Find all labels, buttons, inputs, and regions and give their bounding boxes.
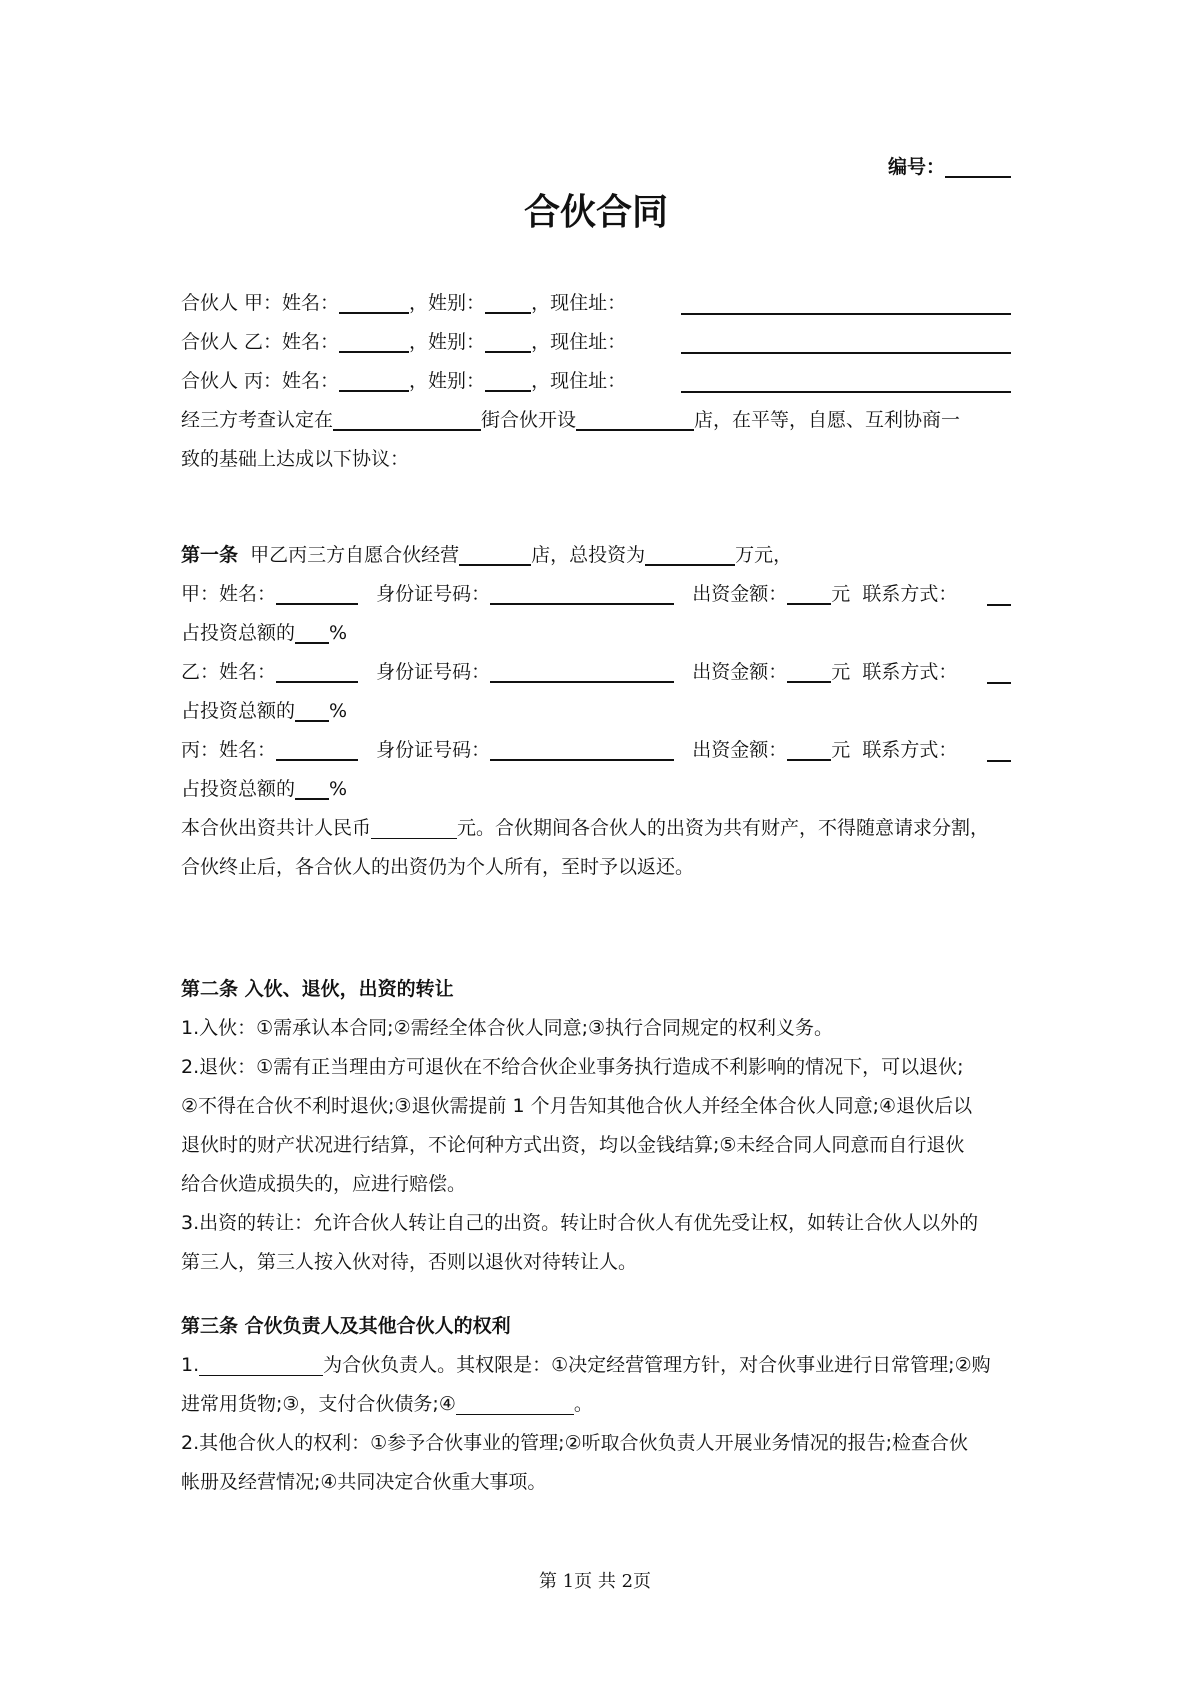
document-title: 合伙合同 bbox=[523, 192, 668, 233]
gender-blank[interactable] bbox=[485, 366, 531, 392]
article-1-heading: 第一条 bbox=[181, 544, 239, 566]
yuan-label: 元 bbox=[831, 739, 851, 761]
article-3-line: 帐册及经营情况;④共同决定合伙重大事项。 bbox=[181, 1471, 547, 1493]
gender-label: ，姓别： bbox=[409, 331, 486, 353]
id-label: 身份证号码： bbox=[376, 583, 491, 605]
article-2-line: 1.入伙：①需承认本合同;②需经全体合伙人同意;③执行合同规定的权利义务。 bbox=[181, 1017, 834, 1039]
total-blank[interactable] bbox=[371, 814, 457, 839]
share-blank[interactable] bbox=[295, 618, 329, 644]
party-label: 合伙人 甲：姓名： bbox=[181, 292, 340, 314]
intro-line bbox=[181, 401, 1011, 440]
share-blank[interactable] bbox=[295, 774, 329, 800]
id-blank[interactable] bbox=[490, 657, 674, 683]
authority-blank[interactable] bbox=[456, 1390, 574, 1415]
article-text: 进常用货物;③，支付合伙债务;④ bbox=[181, 1393, 456, 1415]
gender-label: ，姓别： bbox=[409, 292, 486, 314]
address-label: ，现住址： bbox=[531, 292, 627, 314]
article-3-line bbox=[181, 1385, 1011, 1424]
contact-label: 联系方式： bbox=[862, 583, 958, 605]
gender-blank[interactable] bbox=[485, 288, 531, 314]
yuan-label: 元 bbox=[831, 661, 851, 683]
share-row bbox=[181, 770, 1011, 809]
name-blank[interactable] bbox=[339, 288, 409, 314]
percent-sign: % bbox=[329, 622, 348, 644]
amount-label: 出资金额： bbox=[692, 583, 788, 605]
intro-text: 店，在平等，自愿、互利协商一 bbox=[694, 409, 961, 431]
article-3-line bbox=[181, 1346, 1011, 1385]
business-blank[interactable] bbox=[459, 540, 531, 566]
contact-blank[interactable] bbox=[987, 760, 1011, 762]
article-2-line: ②不得在合伙不利时退伙;③退伙需提前 1 个月告知其他合伙人并经全体合伙人同意;④退伙后以 bbox=[181, 1095, 973, 1117]
serial-label: 编号： bbox=[887, 156, 945, 178]
party-label: 合伙人 乙：姓名： bbox=[181, 331, 340, 353]
id-blank[interactable] bbox=[490, 735, 674, 761]
contact-blank[interactable] bbox=[987, 682, 1011, 684]
amount-blank[interactable] bbox=[787, 657, 831, 683]
party-label: 合伙人 丙：姓名： bbox=[181, 370, 340, 392]
name-blank[interactable] bbox=[339, 327, 409, 353]
leader-blank[interactable] bbox=[199, 1351, 323, 1376]
percent-sign: % bbox=[329, 700, 348, 722]
amount-blank[interactable] bbox=[787, 579, 831, 605]
address-blank[interactable] bbox=[681, 391, 1011, 393]
street-blank[interactable] bbox=[333, 405, 481, 431]
article-2-heading: 第二条 入伙、退伙，出资的转让 bbox=[181, 978, 454, 1000]
amount-label: 出资金额： bbox=[692, 661, 788, 683]
party-row bbox=[181, 362, 1011, 401]
amount-blank[interactable] bbox=[787, 735, 831, 761]
address-blank[interactable] bbox=[681, 313, 1011, 315]
parties-section bbox=[181, 284, 1011, 479]
article-3-heading: 第三条 合伙负责人及其他合伙人的权利 bbox=[181, 1315, 511, 1337]
serial-blank[interactable] bbox=[945, 152, 1011, 178]
name-blank[interactable] bbox=[276, 579, 358, 605]
share-blank[interactable] bbox=[295, 696, 329, 722]
article-3-line: 2.其他合伙人的权利：①参予合伙事业的管理;②听取合伙负责人开展业务情况的报告;检查合伙 bbox=[181, 1432, 968, 1454]
intro-text: 经三方考查认定在 bbox=[181, 409, 334, 431]
id-blank[interactable] bbox=[490, 579, 674, 605]
address-label: ，现住址： bbox=[531, 370, 627, 392]
investor-row bbox=[181, 653, 1011, 692]
name-blank[interactable] bbox=[276, 657, 358, 683]
article-text: 为合伙负责人。其权限是：①决定经营管理方针，对合伙事业进行日常管理;②购 bbox=[323, 1354, 991, 1376]
amount-label: 出资金额： bbox=[692, 739, 788, 761]
article-text: 甲乙丙三方自愿合伙经营 bbox=[250, 544, 460, 566]
investor-row bbox=[181, 575, 1011, 614]
share-label: 占投资总额的 bbox=[181, 700, 296, 722]
share-label: 占投资总额的 bbox=[181, 778, 296, 800]
intro-text: 街合伙开设 bbox=[481, 409, 577, 431]
address-blank[interactable] bbox=[681, 352, 1011, 354]
contact-blank[interactable] bbox=[987, 604, 1011, 606]
name-blank[interactable] bbox=[276, 735, 358, 761]
page-number: 第 1页 共 2页 bbox=[538, 1571, 652, 1592]
investor-row bbox=[181, 731, 1011, 770]
gender-blank[interactable] bbox=[485, 327, 531, 353]
gender-label: ，姓别： bbox=[409, 370, 486, 392]
contact-label: 联系方式： bbox=[862, 661, 958, 683]
article-2-line: 给合伙造成损失的，应进行赔偿。 bbox=[181, 1173, 467, 1195]
article-2-line: 退伙时的财产状况进行结算，不论何种方式出资，均以金钱结算;⑤未经合同人同意而自行退伙 bbox=[181, 1134, 965, 1156]
share-row bbox=[181, 692, 1011, 731]
article-text: 万元， bbox=[735, 544, 793, 566]
article-2-line: 3.出资的转让：允许合伙人转让自己的出资。转让时合伙人有优先受让权，如转让合伙人以外的 bbox=[181, 1212, 979, 1234]
percent-sign: % bbox=[329, 778, 348, 800]
article-1 bbox=[181, 536, 1011, 887]
total-text: 本合伙出资共计人民币 bbox=[181, 817, 372, 839]
article-text: 1. bbox=[181, 1354, 200, 1376]
investor-label: 乙：姓名： bbox=[181, 661, 277, 683]
party-row bbox=[181, 323, 1011, 362]
investor-label: 甲：姓名： bbox=[181, 583, 277, 605]
intro-line: 致的基础上达成以下协议： bbox=[181, 448, 410, 470]
investment-blank[interactable] bbox=[645, 540, 735, 566]
name-blank[interactable] bbox=[339, 366, 409, 392]
serial-number-field bbox=[181, 152, 1011, 182]
investor-label: 丙：姓名： bbox=[181, 739, 277, 761]
article-2 bbox=[181, 970, 1011, 1282]
article-text: 。 bbox=[573, 1393, 593, 1415]
yuan-label: 元 bbox=[831, 583, 851, 605]
id-label: 身份证号码： bbox=[376, 739, 491, 761]
id-label: 身份证号码： bbox=[376, 661, 491, 683]
contact-label: 联系方式： bbox=[862, 739, 958, 761]
share-row bbox=[181, 614, 1011, 653]
total-line: 合伙终止后，各合伙人的出资仍为个人所有，至时予以返还。 bbox=[181, 856, 695, 878]
article-1-lead bbox=[181, 536, 1011, 575]
address-label: ，现住址： bbox=[531, 331, 627, 353]
total-line bbox=[181, 809, 1011, 848]
article-2-line: 2.退伙：①需有正当理由方可退伙在不给合伙企业事务执行造成不利影响的情况下，可以退伙; bbox=[181, 1056, 964, 1078]
party-row bbox=[181, 284, 1011, 323]
article-3 bbox=[181, 1307, 1011, 1502]
total-text: 元。合伙期间各合伙人的出资为共有财产，不得随意请求分割， bbox=[457, 817, 990, 839]
shop-blank[interactable] bbox=[576, 405, 694, 431]
article-2-line: 第三人，第三人按入伙对待，否则以退伙对待转让人。 bbox=[181, 1251, 638, 1273]
share-label: 占投资总额的 bbox=[181, 622, 296, 644]
article-text: 店，总投资为 bbox=[531, 544, 646, 566]
